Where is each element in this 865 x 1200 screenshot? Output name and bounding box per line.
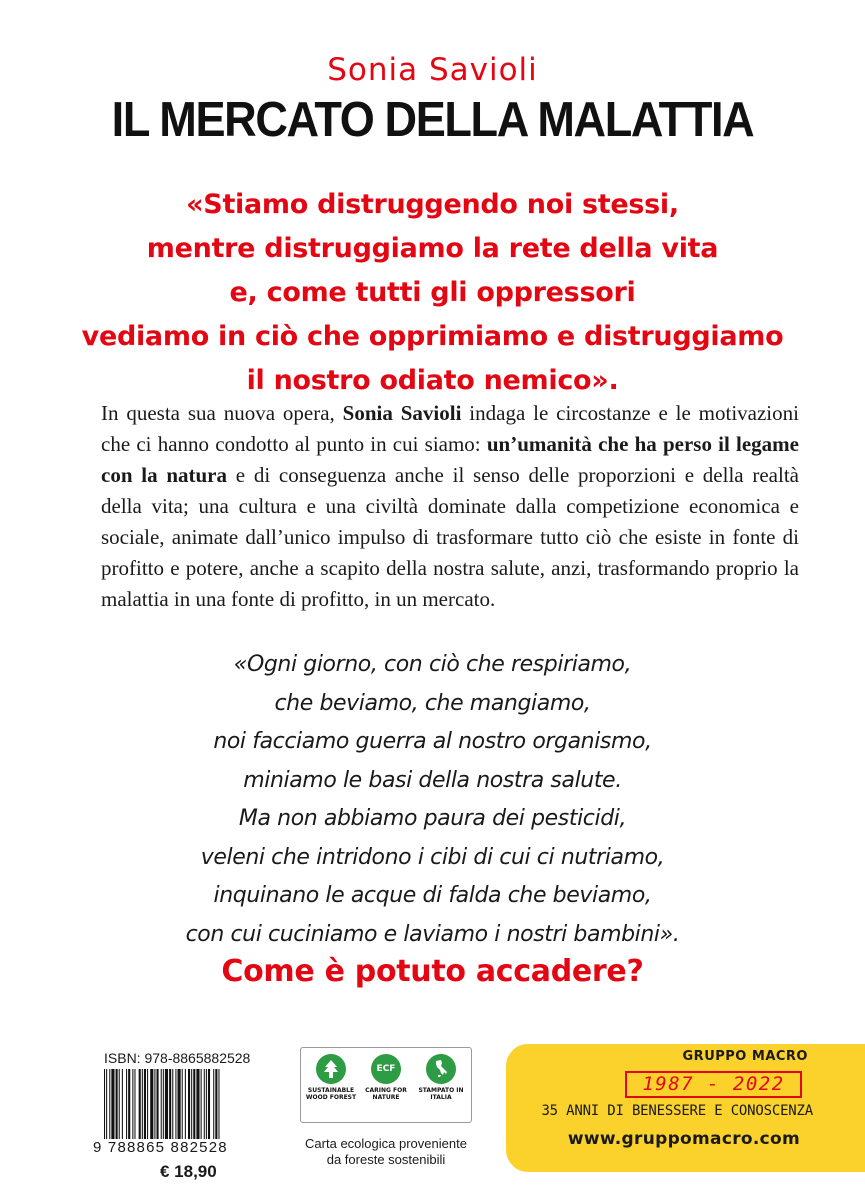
barcode-bar xyxy=(157,1069,159,1139)
italic-quote-line: con cui cuciniamo e laviamo i nostri bambini». xyxy=(185,921,680,947)
barcode-image xyxy=(101,1069,266,1145)
barcode-bar xyxy=(147,1069,148,1139)
barcode-bar xyxy=(154,1069,155,1139)
italy-map-icon xyxy=(426,1054,456,1084)
italic-quote-line: Ma non abbiamo paura dei pesticidi, xyxy=(238,806,627,831)
barcode-digits: 9 788865 882528 xyxy=(93,1139,228,1156)
italic-quote-line: miniamo le basi della nostra salute. xyxy=(243,767,622,793)
red-quote-line: «Stiamo distruggendo noi stessi, xyxy=(186,189,679,220)
italic-quote-line: che beviamo, che mangiamo, xyxy=(274,690,591,716)
barcode-bar xyxy=(163,1069,164,1139)
barcode-bar xyxy=(150,1069,153,1139)
italic-quote-line: «Ogni giorno, con ciò che respiriamo, xyxy=(233,652,632,677)
eco-label: STAMPATO IN ITALIA xyxy=(418,1087,464,1101)
eco-certifications xyxy=(300,1047,472,1123)
blurb-author: Sonia Savioli xyxy=(342,401,462,425)
book-title: IL MERCATO DELLA MALATTIA xyxy=(111,93,754,147)
blurb-intro: In questa sua nuova opera, xyxy=(101,401,343,425)
barcode-bar xyxy=(185,1069,186,1139)
red-quote-line: mentre distruggiamo la rete della vita xyxy=(146,233,719,264)
red-quote-line: e, come tutti gli oppressori xyxy=(229,277,636,308)
eco-caption: Carta ecologica proveniente da foreste sostenibili xyxy=(305,1136,467,1167)
barcode-bar xyxy=(213,1069,214,1139)
italic-quote-line: inquinano le acque di falda che beviamo, xyxy=(213,883,652,908)
italic-quote xyxy=(0,646,865,954)
eco-item-italy xyxy=(415,1054,467,1101)
red-quote-line: il nostro odiato nemico». xyxy=(246,365,619,396)
barcode-bar xyxy=(132,1069,133,1139)
barcode-bar xyxy=(139,1069,141,1139)
publisher-url: www.gruppomacro.com xyxy=(567,1129,800,1149)
eco-item-ecf xyxy=(360,1054,412,1101)
barcode-bar xyxy=(191,1069,192,1139)
publisher-years: 1987 - 2022 xyxy=(625,1071,802,1098)
barcode-bar xyxy=(169,1069,171,1139)
barcode-bar xyxy=(178,1069,181,1139)
blurb-bold-phrase: un’umanità che ha perso il legame con la natura xyxy=(101,432,799,487)
blurb-part1: indaga le circostanze e le motivazioni che ci hanno condotto al punto in cui siamo: xyxy=(101,401,799,456)
blurb-paragraph xyxy=(101,398,799,615)
barcode-bar xyxy=(201,1069,202,1139)
barcode-bar xyxy=(134,1069,135,1139)
author-name: Sonia Savioli xyxy=(327,52,538,88)
barcode-bar xyxy=(175,1069,176,1139)
barcode-bar xyxy=(116,1069,118,1139)
red-quote xyxy=(0,183,865,403)
barcode-bar xyxy=(165,1069,168,1139)
barcode-bar xyxy=(122,1069,123,1139)
barcode-bar xyxy=(128,1069,130,1139)
barcode-bar xyxy=(193,1069,195,1139)
publisher-group: GRUPPO MACRO xyxy=(682,1049,808,1064)
barcode-bar xyxy=(104,1069,105,1139)
isbn-label: ISBN: 978-8865882528 xyxy=(104,1050,251,1066)
barcode-bar xyxy=(111,1069,114,1139)
barcode-bar xyxy=(161,1069,162,1139)
barcode-bar xyxy=(196,1069,199,1139)
barcode-bar xyxy=(188,1069,190,1139)
barcode-bar xyxy=(109,1069,110,1139)
ecf-icon xyxy=(371,1054,401,1084)
barcode-bar xyxy=(172,1069,173,1139)
publisher-tagline: 35 ANNI DI BENESSERE E CONOSCENZA xyxy=(541,1103,813,1119)
barcode-bar xyxy=(206,1069,207,1139)
price: € 18,90 xyxy=(160,1162,217,1181)
barcode-bar xyxy=(106,1069,107,1139)
italic-quote-line: veleni che intridono i cibi di cui ci nutriamo, xyxy=(200,844,665,870)
barcode-bar xyxy=(126,1069,127,1139)
barcode-bar xyxy=(208,1069,210,1139)
ecf-badge: ECF xyxy=(376,1064,396,1074)
closing-question: Come è potuto accadere? xyxy=(221,954,644,989)
eco-item-forest xyxy=(305,1054,357,1101)
red-quote-line: vediamo in ciò che opprimiamo e distruggiamo xyxy=(81,321,784,352)
italic-quote-line: noi facciamo guerra al nostro organismo, xyxy=(213,729,652,754)
eco-label: SUSTAINABLE WOOD FOREST xyxy=(305,1087,357,1101)
barcode-bar xyxy=(144,1069,146,1139)
tree-icon xyxy=(316,1054,346,1084)
barcode-bar xyxy=(204,1069,205,1139)
barcode-bar xyxy=(182,1069,183,1139)
barcode-bar xyxy=(142,1069,143,1139)
barcode-bar xyxy=(119,1069,120,1139)
eco-label: CARING FOR NATURE xyxy=(365,1087,407,1101)
barcode-bar xyxy=(218,1069,219,1139)
barcode-bar xyxy=(215,1069,217,1139)
blurb-part2: e di conseguenza anche il senso delle proporzioni e della realtà della vita; una cultura e una civiltà dominate dalla competizione economica e sociale, animate dall’unico impulso di trasformare tutto ciò che esiste in fonte di profitto e potere, anche a scapito della nostra salute, anzi, trasformando proprio la malattia in una fonte di profitto, in un mercato. xyxy=(101,463,799,611)
